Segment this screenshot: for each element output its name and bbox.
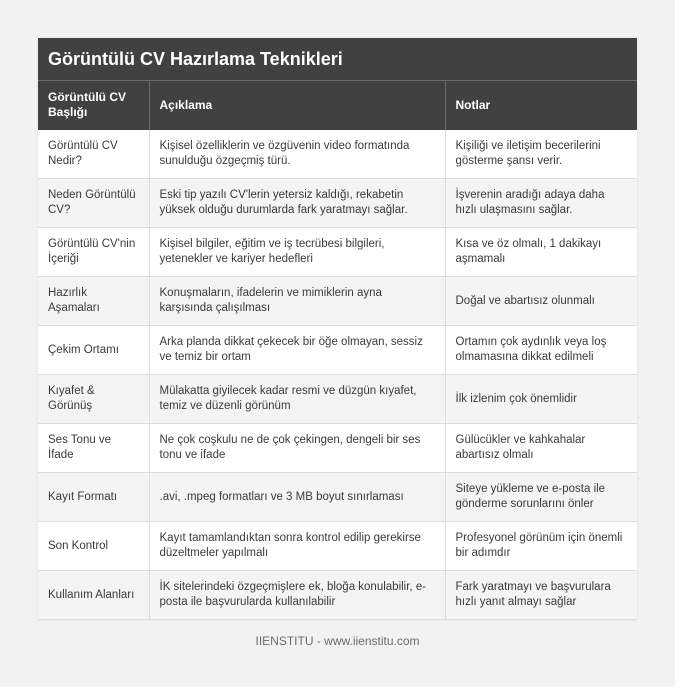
cell-title: Neden Görüntülü CV? (38, 179, 149, 228)
table-row (38, 326, 637, 375)
table-row (38, 130, 637, 179)
column-header-notes: Notlar (445, 81, 637, 130)
cell-description: Arka planda dikkat çekecek bir öğe olmayan, sessiz ve temiz bir ortam (149, 326, 445, 375)
cell-description: Konuşmaların, ifadelerin ve mimiklerin ayna karşısında çalışılması (149, 277, 445, 326)
table-row (38, 228, 637, 277)
cell-description: İK sitelerindeki özgeçmişlere ek, bloğa konulabilir, e-posta ile başvurularda kullanılabilir (149, 571, 445, 620)
cell-description: Kişisel özelliklerin ve özgüvenin video formatında sunulduğu özgeçmiş türü. (149, 130, 445, 179)
cell-title: Kullanım Alanları (38, 571, 149, 620)
cell-notes: Kısa ve öz olmalı, 1 dakikayı aşmamalı (445, 228, 637, 277)
cell-notes: Profesyonel görünüm için önemli bir adımdır (445, 522, 637, 571)
cell-description: Ne çok coşkulu ne de çok çekingen, dengeli bir ses tonu ve ifade (149, 424, 445, 473)
cell-title: Görüntülü CV Nedir? (38, 130, 149, 179)
footer-credit: IIENSTITU - www.iienstitu.com (255, 634, 420, 648)
cell-notes: İşverenin aradığı adaya daha hızlı ulaşmasını sağlar. (445, 179, 637, 228)
cell-notes: Gülücükler ve kahkahalar abartısız olmalı (445, 424, 637, 473)
cell-notes: Fark yaratmayı ve başvurulara hızlı yanıt almayı sağlar (445, 571, 637, 620)
table-header (38, 81, 637, 130)
cell-title: Kıyafet & Görünüş (38, 375, 149, 424)
table-title: Görüntülü CV Hazırlama Teknikleri (38, 38, 637, 80)
cell-title: Son Kontrol (38, 522, 149, 571)
cell-description: Mülakatta giyilecek kadar resmi ve düzgün kıyafet, temiz ve düzenli görünüm (149, 375, 445, 424)
cell-notes: İlk izlenim çok önemlidir (445, 375, 637, 424)
table-row (38, 179, 637, 228)
column-header-title: Görüntülü CV Başlığı (38, 81, 149, 130)
cell-notes: Siteye yükleme ve e-posta ile gönderme sorunlarını önler (445, 473, 637, 522)
table-row (38, 473, 637, 522)
cell-title: Kayıt Formatı (38, 473, 149, 522)
data-table (38, 80, 637, 620)
cell-notes: Ortamın çok aydınlık veya loş olmamasına dikkat edilmeli (445, 326, 637, 375)
column-header-description: Açıklama (149, 81, 445, 130)
table-card (38, 38, 637, 620)
table-body (38, 130, 637, 620)
cell-notes: Kişiliği ve iletişim becerilerini gösterme şansı verir. (445, 130, 637, 179)
cell-description: Eski tip yazılı CV'lerin yetersiz kaldığı, rekabetin yüksek olduğu durumlarda fark yaratmayı sağlar. (149, 179, 445, 228)
cell-title: Ses Tonu ve İfade (38, 424, 149, 473)
cell-title: Çekim Ortamı (38, 326, 149, 375)
table-row (38, 277, 637, 326)
table-row (38, 375, 637, 424)
cell-notes: Doğal ve abartısız olunmalı (445, 277, 637, 326)
table-row (38, 424, 637, 473)
cell-title: Görüntülü CV'nin İçeriği (38, 228, 149, 277)
cell-description: Kişisel bilgiler, eğitim ve iş tecrübesi bilgileri, yetenekler ve kariyer hedefleri (149, 228, 445, 277)
cell-description: .avi, .mpeg formatları ve 3 MB boyut sınırlaması (149, 473, 445, 522)
table-row (38, 522, 637, 571)
table-row (38, 571, 637, 620)
cell-description: Kayıt tamamlandıktan sonra kontrol edilip gerekirse düzeltmeler yapılmalı (149, 522, 445, 571)
cell-title: Hazırlık Aşamaları (38, 277, 149, 326)
